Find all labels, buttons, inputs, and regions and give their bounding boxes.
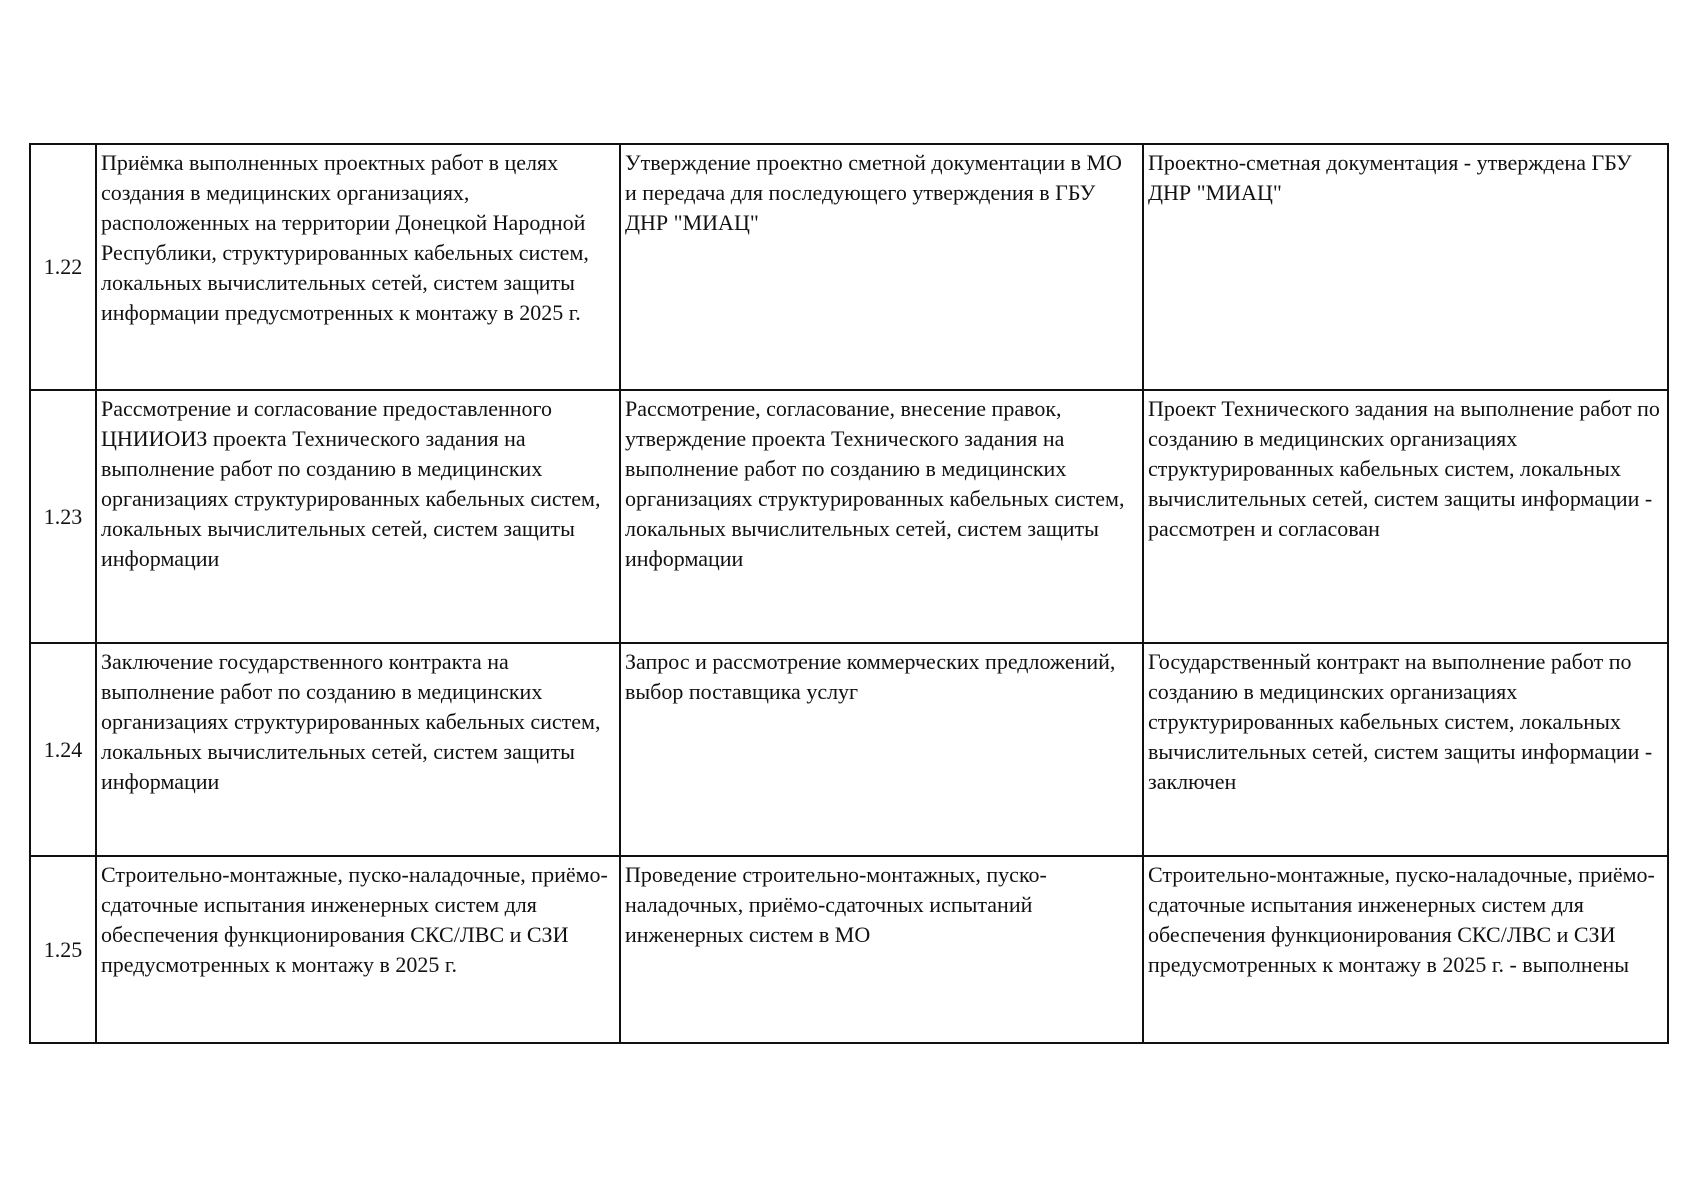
table-row [30, 856, 1668, 1043]
task-cell: Приёмка выполненных проектных работ в целях создания в медицинских организациях, расположенных на территории Донецкой Народной Республики, структурированных кабельных систем, локальных вычислительных сетей, систем защиты информации предусмотренных к монтажу в 2025 г. [96, 144, 620, 390]
result-cell: Проектно-сметная документация - утверждена ГБУ ДНР "МИАЦ" [1143, 144, 1668, 390]
table-row [30, 144, 1668, 390]
result-cell: Строительно-монтажные, пуско-наладочные, приёмо-сдаточные испытания инженерных систем для обеспечения функционирования СКС/ЛВС и СЗИ предусмотренных к монтажу в 2025 г. - выполнены [1143, 856, 1668, 1043]
task-cell: Рассмотрение и согласование предоставленного ЦНИИОИЗ проекта Технического задания на выполнение работ по созданию в медицинских организациях структурированных кабельных систем, локальных вычислительных сетей, систем защиты информации [96, 390, 620, 643]
action-cell: Рассмотрение, согласование, внесение правок, утверждение проекта Технического задания на выполнение работ по созданию в медицинских организациях структурированных кабельных систем, локальных вычислительных сетей, систем защиты информации [620, 390, 1143, 643]
action-cell: Утверждение проектно сметной документации в МО и передача для последующего утверждения в ГБУ ДНР "МИАЦ" [620, 144, 1143, 390]
row-number: 1.25 [30, 856, 96, 1043]
result-cell: Государственный контракт на выполнение работ по созданию в медицинских организациях структурированных кабельных систем, локальных вычислительных сетей, систем защиты информации - заключен [1143, 643, 1668, 856]
action-cell: Запрос и рассмотрение коммерческих предложений, выбор поставщика услуг [620, 643, 1143, 856]
row-number: 1.22 [30, 144, 96, 390]
table-row [30, 390, 1668, 643]
row-number: 1.24 [30, 643, 96, 856]
table-row [30, 643, 1668, 856]
row-number: 1.23 [30, 390, 96, 643]
task-cell: Заключение государственного контракта на выполнение работ по созданию в медицинских организациях структурированных кабельных систем, локальных вычислительных сетей, систем защиты информации [96, 643, 620, 856]
result-cell: Проект Технического задания на выполнение работ по созданию в медицинских организациях структурированных кабельных систем, локальных вычислительных сетей, систем защиты информации - рассмотрен и согласован [1143, 390, 1668, 643]
task-cell: Строительно-монтажные, пуско-наладочные, приёмо-сдаточные испытания инженерных систем для обеспечения функционирования СКС/ЛВС и СЗИ предусмотренных к монтажу в 2025 г. [96, 856, 620, 1043]
plan-table [29, 143, 1669, 1044]
action-cell: Проведение строительно-монтажных, пуско-наладочных, приёмо-сдаточных испытаний инженерных систем в МО [620, 856, 1143, 1043]
